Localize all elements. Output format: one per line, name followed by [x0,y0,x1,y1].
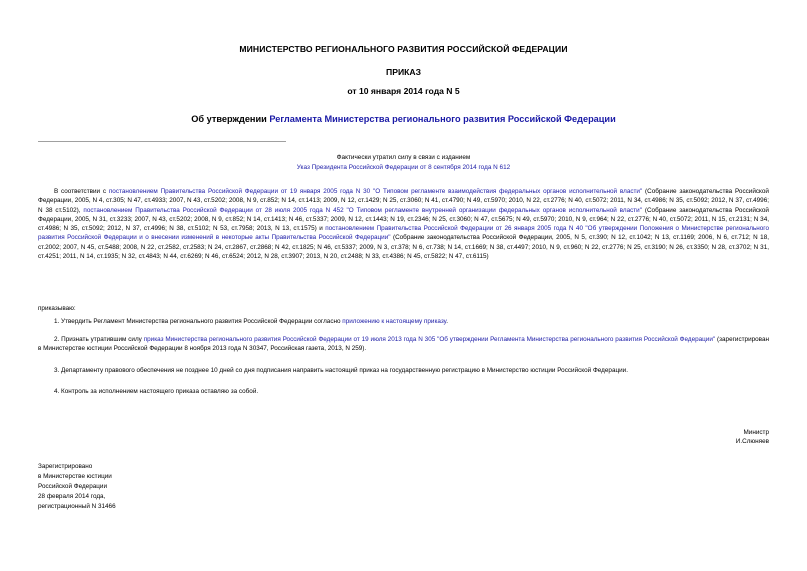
item-2-end: (зарегистрирован в Министерстве юстиции Российской Федерации 8 ноября 2013 года N 30347, Российская газета, 2013, N 259). [38,336,769,353]
preamble-link-452[interactable]: постановлением Правительства Российской Федерации от 28 июля 2005 года N 452 "О Типовом регламенте внутренней организации федеральных органов исполнительной власти" [83,206,642,214]
registration-line-3: Российской Федерации [38,483,107,490]
doc-date-number: от 10 января 2014 года N 5 [347,86,460,96]
preamble-link-40[interactable]: постановлением Правительства Российской Федерации от 26 января 2005 года N 40 "Об утверждении Положения о Министерстве регионального развития Российской Федерации и о внесении изменений в некоторые акты Правительства Российской Федерации" [38,225,769,242]
registration-line-2: в Министерстве юстиции [38,473,112,480]
registration-line-4: 28 февраля 2014 года, [38,493,106,500]
ministry-heading: МИНИСТЕРСТВО РЕГИОНАЛЬНОГО РАЗВИТИЯ РОССИЙСКОЙ ФЕДЕРАЦИИ [239,44,568,54]
preamble-text: В соответствии с [54,188,109,195]
doc-title-prefix: Об утверждении [191,114,270,124]
registration-line-1: Зарегистрировано [38,463,93,470]
signature-name: И.Слюняев [735,438,769,445]
signature-position: Министр [743,429,769,436]
separator-line [38,141,286,142]
order-305-link[interactable]: приказ Министерства регионального развития Российской Федерации от 19 июля 2013 года N 305 "Об утверждении Регламента Министерства регионального развития Российской Федерации" [143,336,716,343]
preamble-text: (Собрание законодательства Российской Федерации, 2005, N 4, ст.305; N 47, ст.4933; 2007, N 43, ст.5202; 2008, N 9, ст.852; N 14, ст.1413; 2009, N 12, ст.1429; N 25, ст.3060; N 41, ст.4790; N 49, ст.5970; 2010, N 22, ст.2776; N 40, ст.5072; 2011, N 34, ст.4986; N 35, ст.5092; 2012, N 37, ст.4996; N 38 ст.5102), [38,188,769,214]
item-3: 3. Департаменту правового обеспечения не позднее 10 дней со дня подписания направить настоящий приказ на государственную регистрацию в Министерство юстиции Российской Федерации. [54,367,628,374]
item-1 [54,317,769,326]
doc-type-heading: ПРИКАЗ [386,67,421,77]
appendix-link[interactable]: приложению к настоящему приказу [342,318,447,325]
item-2-text: 2. Признать утратившим силу [54,336,144,343]
doc-title-link[interactable]: Регламента Министерства регионального развития Российской Федерации [269,114,616,124]
preamble-link-30[interactable]: постановлением Правительства Российской Федерации от 19 января 2005 года N 30 "О Типовом регламенте взаимодействия федеральных органов исполнительной власти" [108,188,643,195]
item-4: 4. Контроль за исполнением настоящего приказа оставляю за собой. [54,388,259,395]
preamble-text: (Собрание законодательства Российской Федерации, 2005, N 5, ст.390; N 12, ст.1042; N 13, ст.1169; 2006, N 6, ст.712; N 18, ст.2002; 2007, N 45, ст.5488; 2008, N 22, ст.2582, ст.2583; N 24, ст.2867, ст.2868; N 42, ст.1825; N 46, ст.5337; 2009, N 3, ст.378; N 6, ст.738; N 14, ст.1669; N 38, ст.4497; 2010, N 9, ст.960; N 22, ст.2776; N 25, ст.3190; N 26, ст.3350; N 28, ст.3702; N 31, ст.4251; 2011, N 14, ст.1935; N 32, ст.4843; N 44, ст.6269; N 46, ст.6524; 2012, N 28, ст.3907; 2013, N 20, ст.2488; N 33, ст.4386; N 45, ст.5822; N 47, ст.6115) [38,234,769,261]
status-note: Фактически утратил силу в связи с изданием [336,154,471,161]
item-1-text: 1. Утвердить Регламент Министерства регионального развития Российской Федерации согласно [54,318,343,325]
registration-line-5: регистрационный N 31466 [38,503,116,510]
item-1-end: . [446,318,448,325]
item-2 [38,335,769,354]
doc-title [0,114,807,124]
order-word: приказываю: [38,305,76,312]
preamble-paragraph [38,187,769,287]
status-note-link[interactable]: Указ Президента Российской Федерации от 8 сентября 2014 года N 612 [296,164,511,171]
preamble-text: (Собрание законодательства Российской Федерации, 2005, N 31, ст.3233; 2007, N 43, ст.5202; 2008, N 9, ст.852; N 14, ст.1413; N 46, ст.5337; 2009, N 12, ст.1443; N 19, ст.2346; N 25, ст.3060; N 47, ст.5675; N 49, ст.5970; 2010, N 9, ст.964; N 22, ст.2776; N 40, ст.5072; 2011, N 15, ст.2131; N 34, ст.4986; N 35, ст.5092; 2012, N 37, ст.4996; N 38, ст.5102; N 53, ст.7958; 2013, N 13, ст.1575) и [38,206,769,233]
